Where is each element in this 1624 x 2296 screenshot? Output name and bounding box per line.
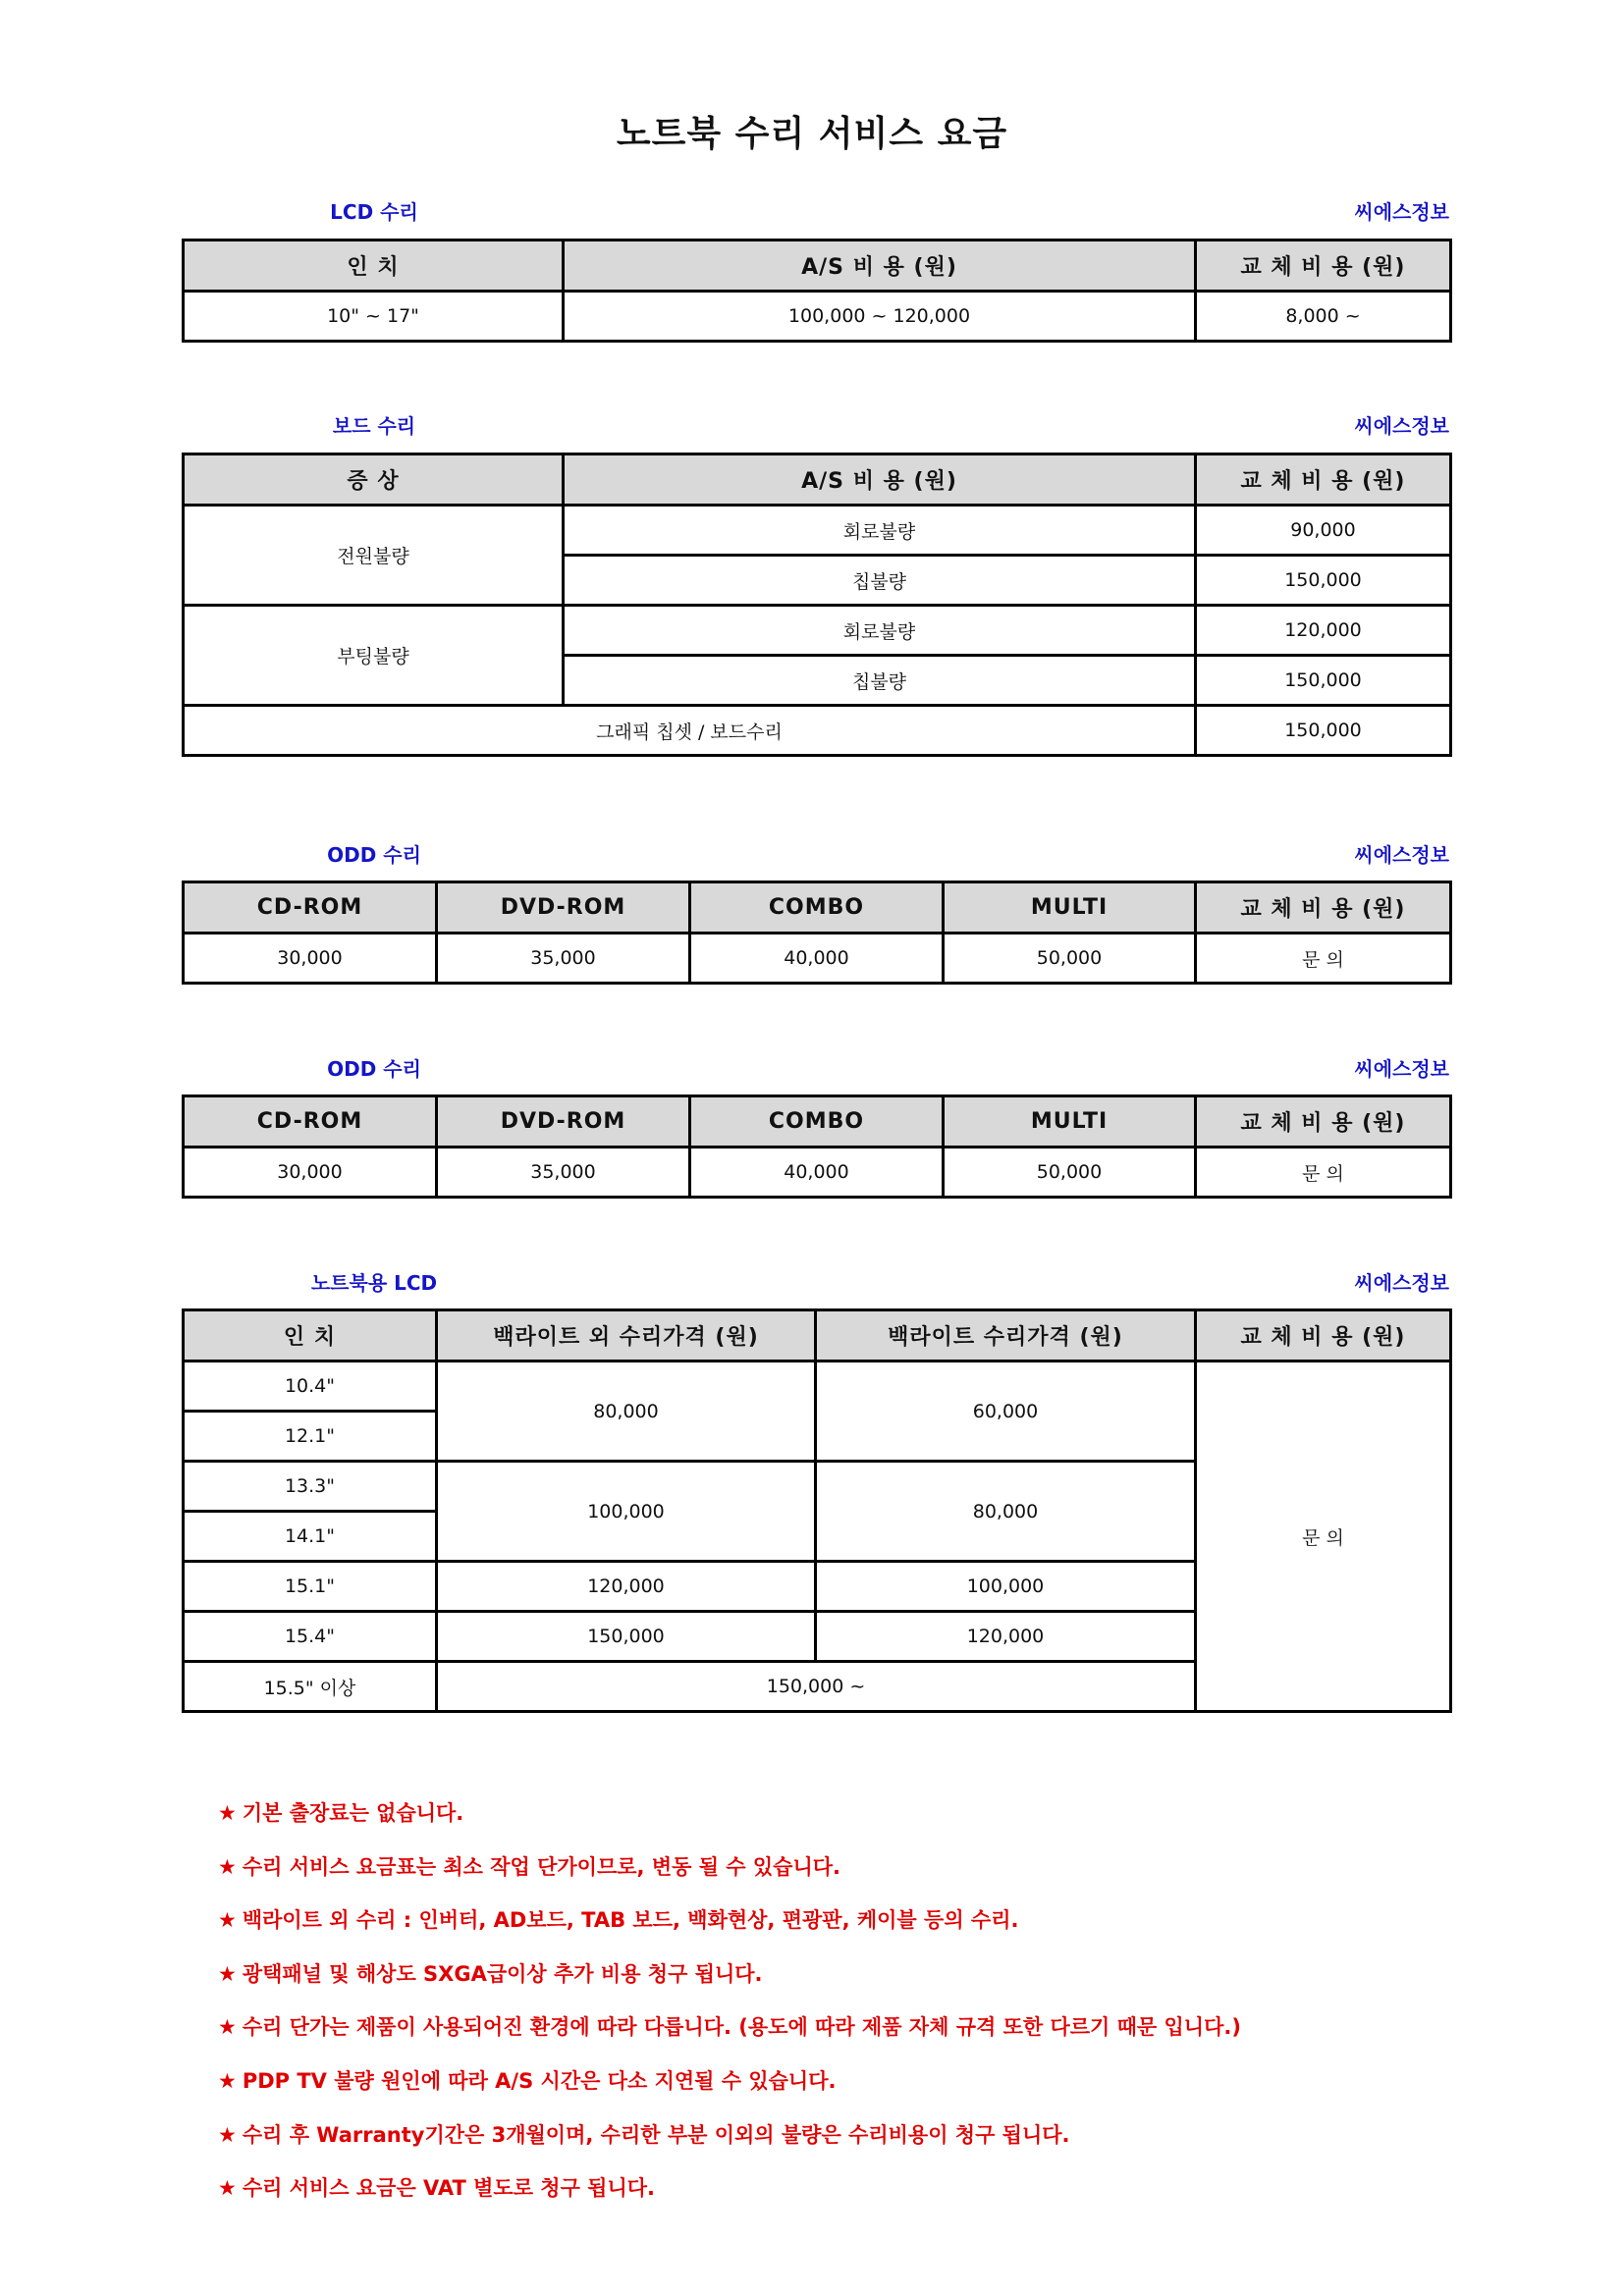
company-name: 씨에스정보: [1354, 414, 1449, 438]
header-cell: CD-ROM: [184, 1096, 437, 1148]
table-cell: 150,000 ~: [437, 1662, 1196, 1712]
table-cell: 80,000: [437, 1362, 816, 1462]
header-cell: 증 상: [184, 454, 564, 506]
lcd-repair-table: [182, 239, 1452, 343]
table-row: [184, 706, 1451, 756]
note-text: 백라이트 외 수리 : 인버터, AD보드, TAB 보드, 백화현상, 편광판, 케이블 등의 수리.: [242, 1908, 1019, 1933]
table-cell: 100,000: [437, 1462, 816, 1562]
header-cell: COMBO: [690, 882, 944, 934]
note-item: [218, 2066, 1241, 2120]
table-cell: 80,000: [816, 1462, 1196, 1562]
table-cell: 90,000: [1196, 506, 1451, 556]
size-cell: 15.5" 이상: [184, 1662, 437, 1712]
table-cell: 칩불량: [564, 556, 1196, 606]
star-icon: ★: [218, 1854, 237, 1879]
table-cell: 150,000: [1196, 656, 1451, 706]
notebook-lcd-heading: 노트북용 LCD: [310, 1271, 438, 1295]
table-cell: 30,000: [184, 1148, 437, 1198]
note-item: [218, 2173, 1241, 2227]
table-cell: 150,000: [437, 1612, 816, 1662]
header-cell: 백라이트 수리가격 (원): [816, 1310, 1196, 1362]
note-text: 광택패널 및 해상도 SXGA급이상 추가 비용 청구 됩니다.: [242, 1961, 763, 1986]
table-cell: 문 의: [1196, 934, 1451, 984]
size-cell: 15.1": [184, 1562, 437, 1612]
table-row: [184, 506, 1451, 556]
table-cell: 120,000: [1196, 606, 1451, 656]
table-header-row: [184, 240, 1451, 292]
star-icon: ★: [218, 1801, 237, 1825]
symptom-cell: 부팅불량: [184, 606, 564, 706]
size-cell: 14.1": [184, 1512, 437, 1562]
table-cell: 8,000 ~: [1196, 292, 1451, 342]
table-row: [184, 292, 1451, 342]
star-icon: ★: [218, 1908, 237, 1933]
header-cell: 인 치: [184, 1310, 437, 1362]
table-cell: 50,000: [944, 1148, 1196, 1198]
table-cell: 150,000: [1196, 556, 1451, 606]
header-cell: DVD-ROM: [437, 882, 690, 934]
table-header-row: [184, 1096, 1451, 1148]
board-repair-heading: 보드 수리: [332, 414, 416, 438]
replace-cost-cell: 문 의: [1196, 1362, 1451, 1712]
star-icon: ★: [218, 2068, 237, 2093]
table-cell: 그래픽 칩셋 / 보드수리: [184, 706, 1196, 756]
size-cell: 13.3": [184, 1462, 437, 1512]
note-text: 수리 서비스 요금표는 최소 작업 단가이므로, 변동 될 수 있습니다.: [242, 1854, 841, 1879]
company-name: 씨에스정보: [1354, 1057, 1449, 1081]
table-cell: 30,000: [184, 934, 437, 984]
size-cell: 10.4": [184, 1362, 437, 1412]
table-cell: 100,000: [816, 1562, 1196, 1612]
company-name: 씨에스정보: [1354, 200, 1449, 224]
table-cell: 35,000: [437, 1148, 690, 1198]
table-row: [184, 606, 1451, 656]
header-cell: MULTI: [944, 1096, 1196, 1148]
notebook-lcd-table: [182, 1308, 1452, 1713]
note-text: 수리 서비스 요금은 VAT 별도로 청구 됩니다.: [242, 2176, 656, 2201]
table-cell: 150,000: [1196, 706, 1451, 756]
star-icon: ★: [218, 1961, 237, 1986]
header-cell: MULTI: [944, 882, 1196, 934]
header-cell: 인 치: [184, 240, 564, 292]
star-icon: ★: [218, 2015, 237, 2040]
table-cell: 칩불량: [564, 656, 1196, 706]
board-repair-table: [182, 453, 1452, 757]
table-cell: 120,000: [437, 1562, 816, 1612]
note-text: 수리 단가는 제품이 사용되어진 환경에 따라 다릅니다. (용도에 따라 제품 자체 규격 또한 다르기 때문 입니다.): [242, 2015, 1241, 2040]
table-header-row: [184, 1310, 1451, 1362]
odd-repair-heading: ODD 수리: [327, 1057, 421, 1081]
header-cell: DVD-ROM: [437, 1096, 690, 1148]
header-cell: A/S 비 용 (원): [564, 240, 1196, 292]
page-title: 노트북 수리 서비스 요금: [616, 114, 1008, 154]
note-item: [218, 1959, 1241, 2013]
note-text: 기본 출장료는 없습니다.: [242, 1801, 464, 1825]
table-cell: 10" ~ 17": [184, 292, 564, 342]
header-cell: 교 체 비 용 (원): [1196, 454, 1451, 506]
note-item: [218, 2120, 1241, 2174]
table-header-row: [184, 454, 1451, 506]
notes-list: [218, 1798, 1241, 2227]
header-cell: 교 체 비 용 (원): [1196, 1096, 1451, 1148]
header-cell: A/S 비 용 (원): [564, 454, 1196, 506]
header-cell: 백라이트 외 수리가격 (원): [437, 1310, 816, 1362]
header-cell: COMBO: [690, 1096, 944, 1148]
header-cell: CD-ROM: [184, 882, 437, 934]
header-cell: 교 체 비 용 (원): [1196, 1310, 1451, 1362]
symptom-cell: 전원불량: [184, 506, 564, 606]
table-cell: 문 의: [1196, 1148, 1451, 1198]
size-cell: 12.1": [184, 1412, 437, 1462]
star-icon: ★: [218, 2122, 237, 2147]
table-cell: 회로불량: [564, 506, 1196, 556]
size-cell: 15.4": [184, 1612, 437, 1662]
note-item: [218, 2012, 1241, 2066]
lcd-repair-heading: LCD 수리: [330, 200, 418, 224]
company-name: 씨에스정보: [1354, 843, 1449, 867]
note-item: [218, 1852, 1241, 1906]
table-cell: 회로불량: [564, 606, 1196, 656]
table-cell: 100,000 ~ 120,000: [564, 292, 1196, 342]
note-text: 수리 후 Warranty기간은 3개월이며, 수리한 부분 이외의 불량은 수리비용이 청구 됩니다.: [242, 2122, 1070, 2147]
table-cell: 40,000: [690, 934, 944, 984]
table-row: [184, 1148, 1451, 1198]
company-name: 씨에스정보: [1354, 1271, 1449, 1295]
star-icon: ★: [218, 2176, 237, 2201]
table-cell: 60,000: [816, 1362, 1196, 1462]
table-cell: 120,000: [816, 1612, 1196, 1662]
header-cell: 교 체 비 용 (원): [1196, 240, 1451, 292]
note-text: PDP TV 불량 원인에 따라 A/S 시간은 다소 지연될 수 있습니다.: [242, 2068, 837, 2093]
note-item: [218, 1798, 1241, 1852]
table-row: [184, 1362, 1451, 1412]
table-header-row: [184, 882, 1451, 934]
odd-repair-table: [182, 881, 1452, 985]
table-row: [184, 934, 1451, 984]
header-cell: 교 체 비 용 (원): [1196, 882, 1451, 934]
table-cell: 40,000: [690, 1148, 944, 1198]
odd-repair-table: [182, 1095, 1452, 1199]
table-cell: 35,000: [437, 934, 690, 984]
odd-repair-heading: ODD 수리: [327, 843, 421, 867]
table-cell: 50,000: [944, 934, 1196, 984]
note-item: [218, 1905, 1241, 1959]
